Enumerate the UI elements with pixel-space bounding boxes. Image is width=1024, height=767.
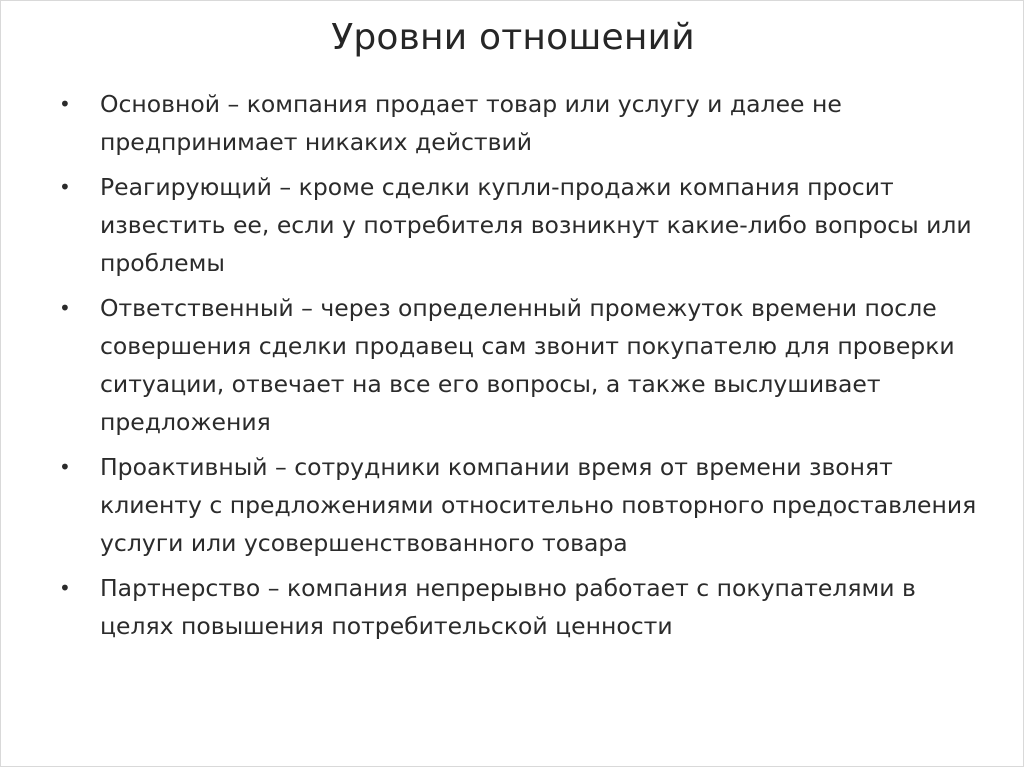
list-item-proactive	[57, 448, 987, 562]
list-item-text: Ответственный – через определенный промежуток времени после совершения сделки продавец сам звонит покупателю для проверки ситуации, отвечает на все его вопросы, а также выслушивает предложения	[100, 294, 955, 436]
list-item-responsible	[57, 289, 987, 441]
list-item-text: Реагирующий – кроме сделки купли-продажи компания просит известить ее, если у потребителя возникнут какие-либо вопросы или проблемы	[100, 173, 972, 277]
bullet-icon: •	[59, 296, 71, 320]
bullet-icon: •	[59, 92, 71, 116]
bullet-list	[57, 85, 987, 652]
list-item-partnership	[57, 569, 987, 645]
bullet-icon: •	[59, 455, 71, 479]
bullet-icon: •	[59, 576, 71, 600]
list-item-text: Основной – компания продает товар или услугу и далее не предпринимает никаких действий	[100, 90, 842, 156]
list-item-basic	[57, 85, 987, 161]
list-item-text: Партнерство – компания непрерывно работает с покупателями в целях повышения потребительской ценности	[100, 574, 916, 640]
list-item-text: Проактивный – сотрудники компании время от времени звонят клиенту с предложениями относительно повторного предоставления услуги или усовершенствованного товара	[100, 453, 977, 557]
list-item-reactive	[57, 168, 987, 282]
slide-title: Уровни отношений	[331, 17, 695, 58]
bullet-icon: •	[59, 175, 71, 199]
